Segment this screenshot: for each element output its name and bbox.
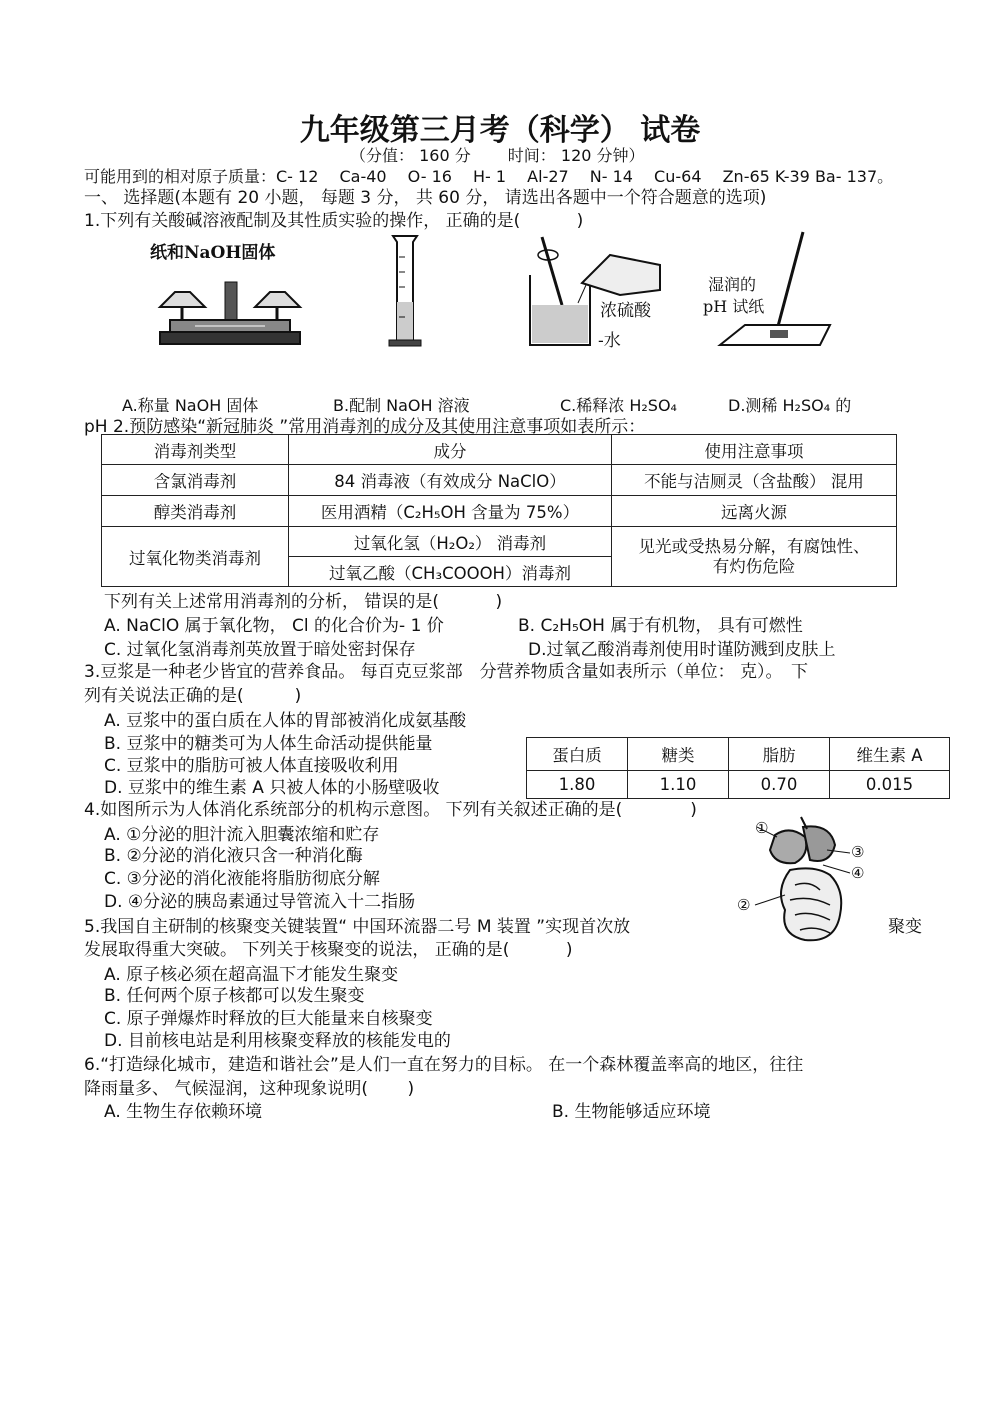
header-cell: 蛋白质 (527, 738, 628, 771)
q4-option-a: A. ①分泌的胆汁流入胆囊浓缩和贮存 (104, 825, 380, 845)
table-cell: 1.10 (628, 771, 729, 799)
q3-stem-line2: 列有关说法正确的是( ) (84, 686, 302, 706)
q6-option-b: B. 生物能够适应环境 (552, 1102, 711, 1122)
note-line: 有灼伤危险 (712, 556, 796, 576)
ph-paper-illustration (715, 230, 835, 355)
page-title: 九年级第三月考（科学） 试卷 (299, 113, 701, 148)
soymilk-nutrition-table (526, 737, 950, 799)
q2-option-a: A. NaClO 属于氧化物， Cl 的化合价为- 1 价 (104, 616, 444, 636)
q1-option-b: B.配制 NaOH 溶液 (333, 396, 470, 415)
q4-stem: 4.如图所示为人体消化系统部分的机构示意图。 下列有关叙述正确的是( ) (84, 800, 697, 820)
fig-label-3: ③ (851, 843, 865, 861)
header-cell: 使用注意事项 (612, 435, 897, 465)
table-row (102, 527, 897, 557)
header-cell: 糖类 (628, 738, 729, 771)
disinfectant-table (101, 434, 897, 587)
q2-option-b: B. C₂H₅OH 属于有机物， 具有可燃性 (518, 616, 803, 636)
q1-fig-c-label-water: -水 (598, 331, 621, 351)
table-row (102, 496, 897, 527)
header-cell: 成分 (289, 435, 612, 465)
table-row (527, 771, 950, 799)
q1-option-c: C.稀释浓 H₂SO₄ (560, 396, 677, 415)
fig-label-4: ④ (851, 864, 865, 882)
q4-option-d: D. ④分泌的胰岛素通过导管流入十二指肠 (104, 892, 416, 912)
table-cell: 84 消毒液（有效成分 NaClO） (289, 465, 612, 496)
q6-option-a: A. 生物生存依赖环境 (104, 1102, 263, 1122)
q5-stem-line2: 发展取得重大突破。 下列关于核聚变的说法， 正确的是( ) (84, 940, 573, 960)
table-header-row (102, 435, 897, 465)
q3-option-c: C. 豆浆中的脂肪可被人体直接吸收利用 (104, 756, 399, 776)
balance-illustration (155, 262, 305, 352)
table-cell: 0.015 (830, 771, 950, 799)
fig-label-2: ② (737, 896, 751, 914)
q3-option-b: B. 豆浆中的糖类可为人体生命活动提供能量 (104, 734, 433, 754)
table-cell: 过氧化物类消毒剂 (102, 527, 289, 587)
table-cell: 含氯消毒剂 (102, 465, 289, 496)
graduated-cylinder-illustration (385, 232, 425, 352)
table-cell: 醇类消毒剂 (102, 496, 289, 527)
q6-stem-line1: 6.“打造绿化城市，建造和谐社会”是人们一直在努力的目标。 在一个森林覆盖率高的地区，往往 (84, 1055, 804, 1075)
section-heading: 一、 选择题(本题有 20 小题， 每题 3 分， 共 60 分， 请选出各题中一个符合题意的选项) (84, 188, 767, 208)
q5-option-a: A. 原子核必须在超高温下才能发生聚变 (104, 965, 399, 985)
q5-option-c: C. 原子弹爆炸时释放的巨大能量来自核聚变 (104, 1009, 433, 1029)
q1-fig-d-label-1: 湿润的 (708, 275, 757, 294)
q1-option-d: D.测稀 H₂SO₄ 的 (728, 396, 852, 415)
q5-stem-line1: 5.我国自主研制的核聚变关键装置“ 中国环流器二号 M 装置 ”实现首次放 (84, 917, 631, 937)
q5-option-d: D. 目前核电站是利用核聚变释放的核能发电的 (104, 1031, 451, 1051)
header-cell: 维生素 A (830, 738, 950, 771)
q1-fig-c-label-acid: 浓硫酸 (600, 301, 651, 321)
dilution-illustration (520, 235, 670, 355)
q2-stem: pH 2.预防感染“新冠肺炎 ”常用消毒剂的成分及其使用注意事项如表所示： (84, 417, 646, 437)
note-line: 见光或受热易分解，有腐蚀性、 (638, 536, 870, 556)
table-cell: 医用酒精（C₂H₅OH 含量为 75%） (289, 496, 612, 527)
q4-option-b: B. ②分泌的消化液只含一种消化酶 (104, 846, 363, 866)
atomic-mass-note: 可能用到的相对原子质量：C- 12 Ca-40 O- 16 H- 1 Al-27 N- 14 Cu-64 Zn-65 K-39 Ba- 137。 (84, 167, 894, 186)
table-cell: 过氧化氢（H₂O₂） 消毒剂 (289, 527, 612, 557)
header-cell: 脂肪 (729, 738, 830, 771)
q3-option-a: A. 豆浆中的蛋白质在人体的胃部被消化成氨基酸 (104, 711, 467, 731)
q3-stem-line1: 3.豆浆是一种老少皆宜的营养食品。 每百克豆浆部 分营养物质含量如表所示（单位： 克）。 下 (84, 662, 809, 682)
exam-info: （分值： 160 分 时间： 120 分钟） (350, 146, 645, 165)
q3-option-d: D. 豆浆中的维生素 A 只被人体的小肠壁吸收 (104, 778, 440, 798)
q5-stem-line1-end: 聚变 (888, 917, 922, 937)
table-cell: 不能与洁厕灵（含盐酸） 混用 (612, 465, 897, 496)
q2-question: 下列有关上述常用消毒剂的分析， 错误的是( ) (104, 592, 503, 612)
table-cell: 过氧乙酸（CH₃COOOH）消毒剂 (289, 557, 612, 587)
header-cell: 消毒剂类型 (102, 435, 289, 465)
q4-option-c: C. ③分泌的消化液能将脂肪彻底分解 (104, 869, 380, 889)
fig-label-1: ① (755, 819, 769, 837)
q2-option-c: C. 过氧化氢消毒剂英放置于暗处密封保存 (104, 640, 416, 660)
table-cell (612, 527, 897, 587)
table-row (102, 465, 897, 496)
table-cell: 0.70 (729, 771, 830, 799)
q5-option-b: B. 任何两个原子核都可以发生聚变 (104, 986, 365, 1006)
q6-stem-line2: 降雨量多、 气候湿润，这种现象说明( ) (84, 1079, 415, 1099)
q1-stem: 1.下列有关酸碱溶液配制及其性质实验的操作， 正确的是( ) (84, 211, 584, 231)
q1-fig-d-label-2: pH 试纸 (703, 297, 765, 316)
q1-fig-a-label: 纸和NaOH固体 (150, 243, 276, 263)
q2-option-d: D.过氧乙酸消毒剂使用时谨防溅到皮肤上 (528, 640, 836, 660)
table-cell: 远离火源 (612, 496, 897, 527)
q1-option-a: A.称量 NaOH 固体 (122, 396, 259, 415)
table-header-row (527, 738, 950, 771)
table-cell: 1.80 (527, 771, 628, 799)
